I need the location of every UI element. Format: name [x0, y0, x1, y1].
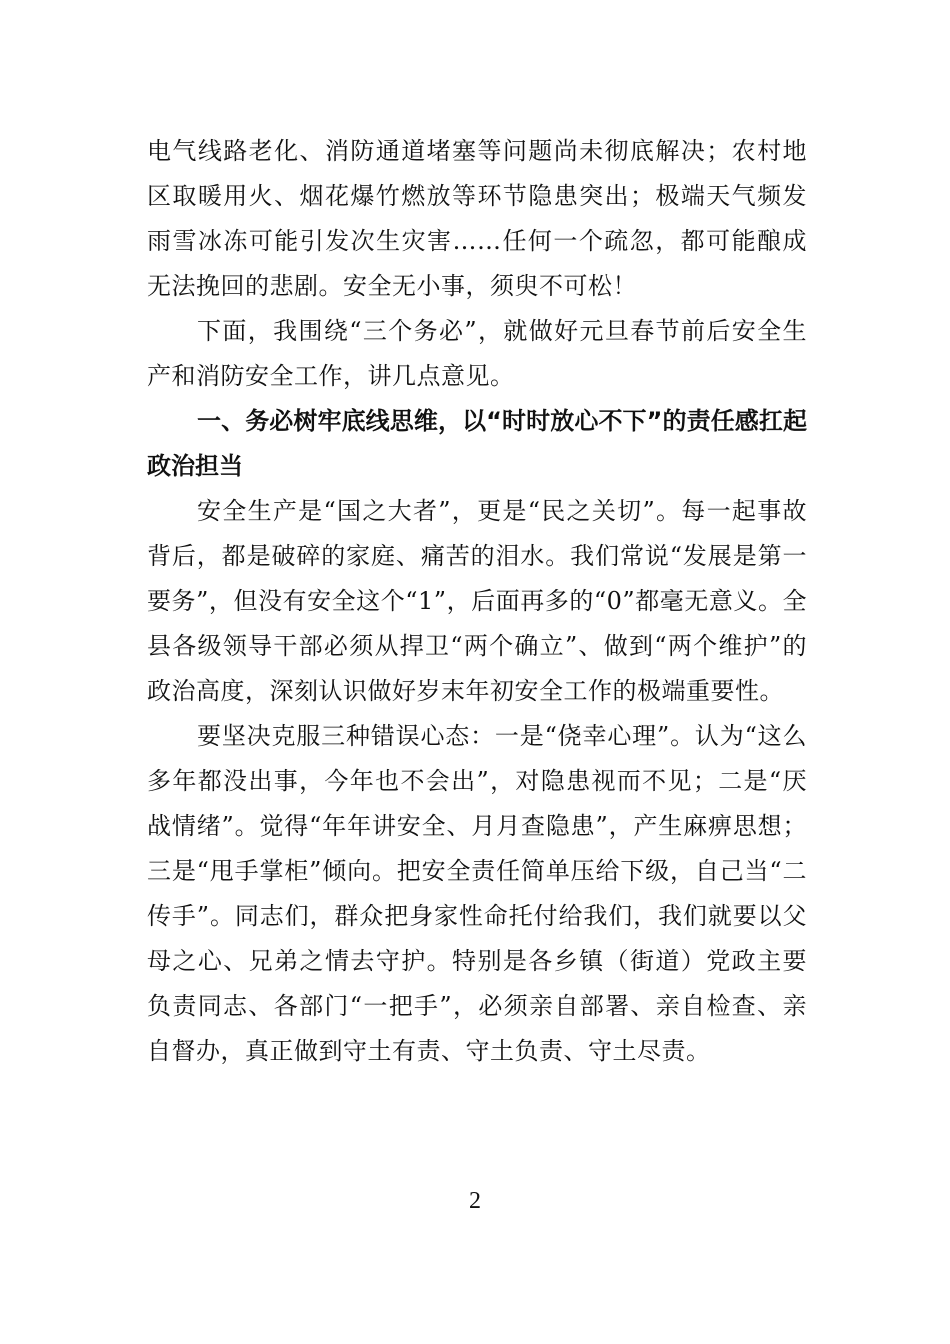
paragraph-continued: 电气线路老化、消防通道堵塞等问题尚未彻底解决；农村地区取暖用火、烟花爆竹燃放等环节隐患突出；极端天气频发雨雪冰冻可能引发次生灾害……任何一个疏忽，都可能酿成无法挽回的悲剧。安全无小事，须臾不可松！ [147, 137, 807, 300]
paragraph-intro: 下面，我围绕“三个务必”，就做好元旦春节前后安全生产和消防安全工作，讲几点意见。 [147, 317, 807, 390]
section-heading: 一、务必树牢底线思维，以“时时放心不下”的责任感扛起政治担当 [147, 407, 807, 480]
page-number: 2 [469, 1188, 481, 1214]
paragraph-body: 安全生产是“国之大者”，更是“民之关切”。每一起事故背后，都是破碎的家庭、痛苦的泪水。我们常说“发展是第一要务”，但没有安全这个“1”，后面再多的“0”都毫无意义。全县各级领导干部必须从捍卫“两个确立”、做到“两个维护”的政治高度，深刻认识做好岁末年初安全工作的极端重要性。 [147, 497, 807, 705]
paragraph-body: 要坚决克服三种错误心态：一是“侥幸心理”。认为“这么多年都没出事，今年也不会出”，对隐患视而不见；二是“厌战情绪”。觉得“年年讲安全、月月查隐患”，产生麻痹思想；三是“甩手掌柜”倾向。把安全责任简单压给下级，自己当“二传手”。同志们，群众把身家性命托付给我们，我们就要以父母之心、兄弟之情去守护。特别是各乡镇（街道）党政主要负责同志、各部门“一把手”，必须亲自部署、亲自检查、亲自督办，真正做到守土有责、守土负责、守土尽责。 [147, 722, 807, 1065]
document-body [147, 129, 807, 1074]
